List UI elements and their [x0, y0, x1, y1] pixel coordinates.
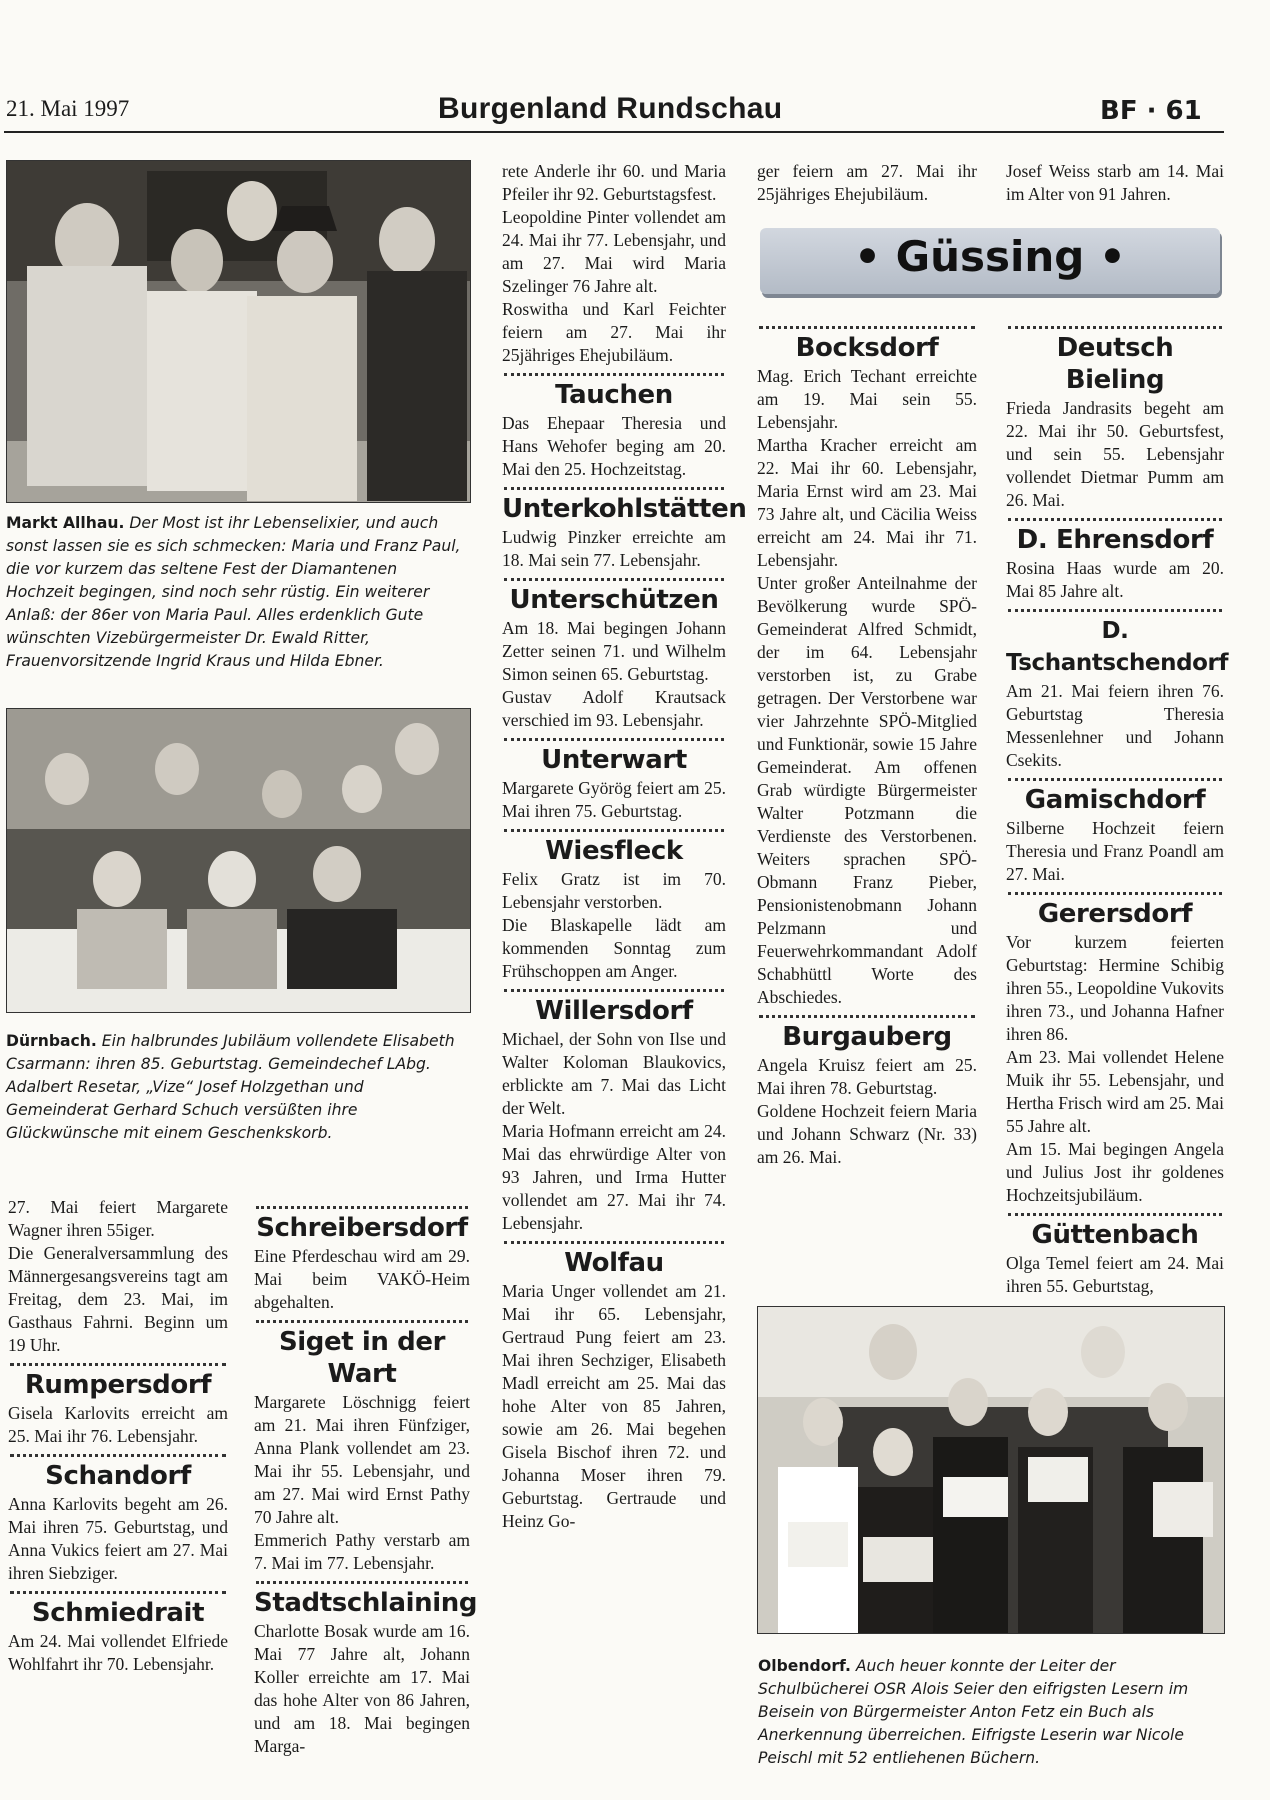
heading-willersdorf: Willersdorf	[535, 996, 693, 1026]
heading-schandorf: Schandorf	[45, 1461, 191, 1491]
d-ehrensdorf-p1: Rosina Haas wurde am 20. Mai 85 Jahre alt.	[1006, 558, 1224, 601]
heading-unterwart: Unterwart	[541, 745, 687, 775]
photo-duernbach-image	[7, 709, 470, 1012]
photo-duernbach	[6, 708, 471, 1013]
photo-markt-allhau	[6, 160, 471, 503]
heading-rumpersdorf: Rumpersdorf	[24, 1370, 212, 1400]
heading-bocksdorf: Bocksdorf	[795, 333, 939, 363]
gerersdorf-p3: Am 15. Mai begingen Angela und Julius Jost ihr goldenes Hochzeitsjubiläum.	[1006, 1139, 1224, 1205]
column-5-top	[1006, 160, 1224, 206]
region-banner-text: • Güssing •	[854, 232, 1126, 281]
dotted-separator	[504, 578, 724, 581]
dotted-separator	[504, 1241, 724, 1244]
heading-unterschuetzen: Unterschützen	[509, 585, 719, 615]
dotted-separator	[256, 1581, 468, 1584]
dotted-separator	[1008, 778, 1222, 781]
schandorf-p1: Anna Karlovits begeht am 26. Mai ihren 75. Geburtstag, und Anna Vukics feiert am 27. Mai ihren Siebziger.	[8, 1494, 228, 1583]
photo-markt-allhau-image	[7, 161, 470, 502]
dotted-separator	[504, 487, 724, 490]
column-4	[757, 320, 977, 1169]
dotted-separator	[256, 1320, 468, 1323]
heading-burgauberg: Burgauberg	[782, 1022, 952, 1052]
dotted-separator	[759, 1015, 975, 1018]
dotted-separator	[10, 1363, 226, 1366]
siget-p1: Margarete Löschnigg feiert am 21. Mai ihren Fünfziger, Anna Plank vollendet am 23. Mai ihr 55. Lebensjahr, und am 27. Mai wird Ernst Pathy 70 Jahre alt.	[254, 1392, 470, 1527]
column-2	[254, 1200, 478, 1758]
col1-intro-p1: 27. Mai feiert Margarete Wagner ihren 55iger.	[8, 1197, 228, 1240]
header-rule	[4, 131, 1224, 133]
heading-deutsch-bieling: Deutsch Bieling	[1056, 333, 1174, 395]
col3-cont-p1: rete Anderle ihr 60. und Maria Pfeiler ihr 92. Geburtstagsfest.	[502, 161, 726, 204]
newspaper-section-title: Burgenland Rundschau	[438, 92, 783, 125]
gerersdorf-p1: Vor kurzem feierten Geburtstag: Hermine Schibig ihren 55., Leopoldine Vukovits ihren 73., und Johanna Hafner ihren 86.	[1006, 932, 1224, 1044]
wiesfleck-p1: Felix Gratz ist im 70. Lebensjahr verstorben.	[502, 869, 726, 912]
dotted-separator	[504, 829, 724, 832]
region-banner-guessing	[760, 228, 1220, 294]
caption-markt-allhau	[6, 512, 469, 673]
column-4-top	[757, 160, 977, 206]
caption-olbendorf-place: Olbendorf.	[758, 1657, 851, 1675]
schreibersdorf-p1: Eine Pferdeschau wird am 29. Mai beim VAKÖ-Heim abgehalten.	[254, 1246, 470, 1312]
dotted-separator	[504, 989, 724, 992]
photo-olbendorf-image	[758, 1307, 1224, 1633]
dotted-separator	[1008, 1213, 1222, 1216]
unterkohlstaetten-p1: Ludwig Pinzker erreichte am 18. Mai sein 77. Lebensjahr.	[502, 527, 726, 570]
heading-stadtschlaining: Stadtschlaining	[254, 1588, 478, 1618]
column-5	[1006, 320, 1229, 1298]
caption-markt-allhau-place: Markt Allhau.	[6, 514, 125, 532]
heading-gerersdorf: Gerersdorf	[1037, 899, 1193, 929]
column-3	[502, 160, 747, 1533]
wiesfleck-p2: Die Blaskapelle lädt am kommenden Sonntag zum Frühschoppen am Anger.	[502, 915, 726, 981]
heading-schreibersdorf: Schreibersdorf	[256, 1213, 468, 1243]
heading-guettenbach: Güttenbach	[1031, 1220, 1199, 1250]
bocksdorf-p1: Mag. Erich Techant erreichte am 19. Mai sein 55. Lebensjahr.	[757, 366, 977, 432]
page-number: BF · 61	[1100, 96, 1202, 126]
dotted-separator	[1008, 892, 1222, 895]
gamischdorf-p1: Silberne Hochzeit feiern Theresia und Franz Poandl am 27. Mai.	[1006, 818, 1224, 884]
guettenbach-p1: Olga Temel feiert am 24. Mai ihren 55. Geburtstag,	[1006, 1253, 1224, 1296]
col3-cont-p3: Roswitha und Karl Feichter feiern am 27. Mai ihr 25jähriges Ehejubiläum.	[502, 299, 726, 365]
caption-duernbach	[6, 1030, 469, 1145]
heading-siget-in-der-wart: Siget in der Wart	[278, 1327, 446, 1389]
bocksdorf-p2: Martha Kracher erreicht am 22. Mai ihr 60. Lebensjahr, Maria Ernst wird am 23. Mai 73 Jahre alt, und Cäcilia Weiss erreicht am 24. Mai ihr 71. Lebensjahr.	[757, 435, 977, 570]
col1-intro-p2: Die Generalversammlung des Männergesangsvereins tagt am Freitag, dem 23. Mai, im Gasthaus Fahrni. Beginn um 19 Uhr.	[8, 1243, 228, 1355]
dotted-separator	[10, 1591, 226, 1594]
burgauberg-p2: Goldene Hochzeit feiern Maria und Johann Schwarz (Nr. 33) am 26. Mai.	[757, 1101, 977, 1167]
unterschuetzen-p1: Am 18. Mai begingen Johann Zetter seinen 71. und Wilhelm Simon seinen 65. Geburtstag.	[502, 618, 726, 684]
issue-date: 21. Mai 1997	[6, 96, 130, 121]
d-tschantschendorf-p1: Am 21. Mai feiern ihren 76. Geburtstag Theresia Messenlehner und Johann Csekits.	[1006, 681, 1224, 770]
heading-tauchen: Tauchen	[555, 380, 673, 410]
heading-d-ehrensdorf: D. Ehrensdorf	[1016, 525, 1214, 555]
rumpersdorf-p1: Gisela Karlovits erreicht am 25. Mai ihr 76. Lebensjahr.	[8, 1403, 228, 1446]
heading-unterkohlstaetten: Unterkohlstätten	[502, 494, 747, 524]
willersdorf-p2: Maria Hofmann erreicht am 24. Mai das ehrwürdige Alter von 93 Jahren, und Irma Hutter vollendet am 27. Mai ihr 74. Lebensjahr.	[502, 1121, 726, 1233]
col4-cont-p1: ger feiern am 27. Mai ihr 25jähriges Ehejubiläum.	[757, 161, 977, 204]
burgauberg-p1: Angela Kruisz feiert am 25. Mai ihren 78. Geburtstag.	[757, 1055, 977, 1098]
deutsch-bieling-p1: Frieda Jandrasits begeht am 22. Mai ihr 50. Geburtsfest, und sein 55. Lebensjahr vollendet Dietmar Pumm am 26. Mai.	[1006, 398, 1224, 510]
gerersdorf-p2: Am 23. Mai vollendet Helene Muik ihr 55. Lebensjahr, und Hertha Frisch wird am 25. Mai 55 Jahre alt.	[1006, 1047, 1224, 1136]
caption-olbendorf-text: Auch heuer konnte der Leiter der Schulbücherei OSR Alois Seier den eifrigsten Lesern im Beisein von Bürgermeister Anton Fetz ein Buch als Anerkennung überreichen. Eifrigste Leserin war Nicole Peischl mit 52 entliehenen Büchern.	[758, 1657, 1189, 1767]
heading-schmiedrait: Schmiedrait	[31, 1598, 205, 1628]
dotted-separator	[1008, 326, 1222, 329]
photo-olbendorf	[757, 1306, 1225, 1634]
tauchen-p1: Das Ehepaar Theresia und Hans Wehofer beging am 20. Mai den 25. Hochzeitstag.	[502, 413, 726, 479]
wolfau-p1: Maria Unger vollendet am 21. Mai ihr 65. Lebensjahr, Gertraud Pung feiert am 23. Mai ihren Sechziger, Elisabeth Madl erreicht am 25. Mai das hohe Alter von 85 Jahren, sowie am 26. Mai begehen Gisela Bischof ihren 72. und Johanna Moser ihren 79. Geburtstag. Gertraude und Heinz Go-	[502, 1281, 726, 1531]
caption-duernbach-text: Ein halbrundes Jubiläum vollendete Elisabeth Csarmann: ihren 85. Geburtstag. Gemeindechef LAbg. Adalbert Resetar, „Vize“ Josef Holzgethan und Gemeinderat Gerhard Schuch versüßten ihre Glückwünsche mit einem Geschenkskorb.	[6, 1032, 455, 1142]
col5-cont-p1: Josef Weiss starb am 14. Mai im Alter von 91 Jahren.	[1006, 161, 1224, 204]
dotted-separator	[1008, 609, 1222, 612]
siget-p2: Emmerich Pathy verstarb am 7. Mai im 77. Lebensjahr.	[254, 1530, 470, 1573]
dotted-separator	[504, 373, 724, 376]
caption-duernbach-place: Dürnbach.	[6, 1032, 97, 1050]
bocksdorf-p3: Unter großer Anteilnahme der Bevölkerung wurde SPÖ-Gemeinderat Alfred Schmidt, der im 64. Lebensjahr verstorben ist, zu Grabe getragen. Der Verstorbene war vier Jahrzehnte SPÖ-Mitglied und Funktionär, sowie 15 Jahre Gemeinderat. Am offenen Grab würdigte Bürgermeister Walter Potzmann die Verdienste des Verstorbenen. Weiters sprachen SPÖ-Obmann Franz Pieber, Pensionistenobmann Johann Pelzmann und Feuerwehrkommandant Adolf Schabhüttl Worte des Abschiedes.	[757, 573, 977, 1007]
dotted-separator	[1008, 518, 1222, 521]
column-1	[8, 1196, 228, 1676]
dotted-separator	[759, 326, 975, 329]
caption-olbendorf	[758, 1655, 1224, 1770]
heading-wolfau: Wolfau	[564, 1248, 664, 1278]
unterschuetzen-p2: Gustav Adolf Krautsack verschied im 93. Lebensjahr.	[502, 687, 726, 730]
stadtschlaining-p1: Charlotte Bosak wurde am 16. Mai 77 Jahre alt, Johann Koller erreichte am 17. Mai das hohe Alter von 86 Jahren, und am 18. Mai begingen Marga-	[254, 1621, 470, 1756]
willersdorf-p1: Michael, der Sohn von Ilse und Walter Koloman Blaukovics, erblickte am 7. Mai das Licht der Welt.	[502, 1029, 726, 1118]
heading-d-tschantschendorf: D. Tschantschendorf	[1006, 618, 1229, 676]
dotted-separator	[256, 1206, 468, 1209]
dotted-separator	[10, 1454, 226, 1457]
unterwart-p1: Margarete Györög feiert am 25. Mai ihren 75. Geburtstag.	[502, 778, 726, 821]
schmiedrait-p1: Am 24. Mai vollendet Elfriede Wohlfahrt ihr 70. Lebensjahr.	[8, 1631, 228, 1674]
heading-gamischdorf: Gamischdorf	[1024, 785, 1206, 815]
caption-markt-allhau-text: Der Most ist ihr Lebenselixier, und auch sonst lassen sie es sich schmecken: Maria und Franz Paul, die vor kurzem das seltene Fest der Diamantenen Hochzeit begingen, sind noch sehr rüstig. Ein weiterer Anlaß: der 86er von Maria Paul. Alles erdenklich Gute wünschten Vizebürgermeister Dr. Ewald Ritter, Frauenvorsitzende Ingrid Kraus und Hilda Ebner.	[6, 514, 461, 670]
heading-wiesfleck: Wiesfleck	[545, 836, 683, 866]
col3-cont-p2: Leopoldine Pinter vollendet am 24. Mai ihr 77. Lebensjahr, und am 27. Mai wird Maria Szelinger 76 Jahre alt.	[502, 207, 726, 296]
dotted-separator	[504, 738, 724, 741]
